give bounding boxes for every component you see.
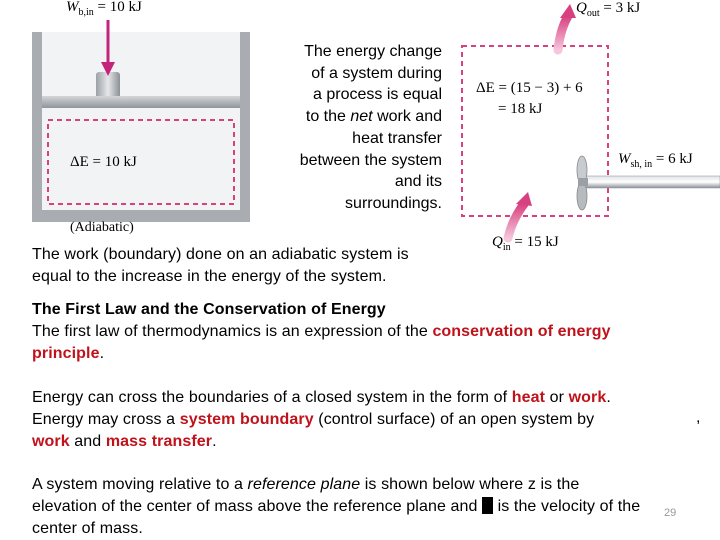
- adiabatic-caption: [32, 244, 409, 288]
- stray-comma: ,: [696, 409, 701, 426]
- caption-line: and its: [394, 173, 442, 191]
- heat-out-label: $Q_{out} = 3$ kJ: [576, 0, 641, 19]
- first-law-section: [32, 299, 702, 365]
- piston-cylinder-diagram: [28, 0, 268, 240]
- adiabatic-label: (Adiabatic): [70, 220, 134, 235]
- paragraph-energy-transfer: [32, 387, 712, 453]
- energy-change-caption: [270, 41, 442, 215]
- energy-balance-line1: ΔE = (15 − 3) + 6: [476, 80, 583, 96]
- shaft-work-label: $W_{sh, in} = 6$ kJ: [618, 151, 693, 170]
- ref-line2: elevation of the center of mass above the reference plane and is the velocity of the: [32, 498, 641, 515]
- paddle-wheel-figure: [440, 0, 720, 260]
- ref-line3: center of mass.: [32, 520, 143, 537]
- piston-head: [42, 96, 240, 108]
- caption-line: heat transfer: [352, 129, 442, 147]
- cylinder-bottom-wall: [32, 210, 250, 222]
- caption-line: The energy change: [304, 43, 442, 60]
- paddle-lower: [577, 182, 587, 210]
- work-input-label: $W_{b,in} = 10$ kJ: [66, 0, 142, 18]
- ref-line1: A system moving relative to a reference plane is shown below where z is the: [32, 476, 580, 493]
- heat-out-arrow: [558, 16, 568, 50]
- paragraph-open-system-cont: work and mass transfer.: [32, 433, 217, 450]
- caption-line: of a system during: [311, 64, 442, 82]
- energy-change-label: ΔE = 10 kJ: [70, 154, 137, 170]
- paragraph-closed-system: Energy can cross the boundaries of a closed system in the form of heat or work.: [32, 389, 611, 406]
- caption-line: between the system: [299, 151, 442, 169]
- caption-line: surroundings.: [345, 194, 442, 212]
- caption-line: to the net work and: [305, 108, 442, 126]
- energy-balance-line2: = 18 kJ: [498, 101, 543, 117]
- paragraph-open-system: Energy may cross a system boundary (control surface) of an open system by: [32, 411, 595, 428]
- page-number: 29: [664, 507, 677, 519]
- paddle-wheel-diagram: [440, 0, 720, 260]
- paragraph-reference-plane: [32, 474, 712, 540]
- section-heading: The First Law and the Conservation of Energy: [32, 301, 386, 318]
- heat-in-label: $Q_{in} = 15$ kJ: [492, 234, 559, 253]
- shaft: [584, 176, 720, 188]
- caption-line: equal to the increase in the energy of the system.: [32, 268, 387, 285]
- heat-in-arrow: [508, 204, 524, 238]
- caption-line: a process is equal: [313, 86, 442, 104]
- caption-line: The work (boundary) done on an adiabatic system is: [32, 246, 409, 263]
- cylinder-left-wall: [32, 32, 42, 220]
- velocity-symbol-placeholder: [482, 497, 493, 514]
- cylinder-right-wall: [240, 32, 250, 220]
- adiabatic-piston-figure: [28, 0, 268, 240]
- paragraph-conservation: The first law of thermodynamics is an expression of the conservation of energy principle.: [32, 323, 611, 362]
